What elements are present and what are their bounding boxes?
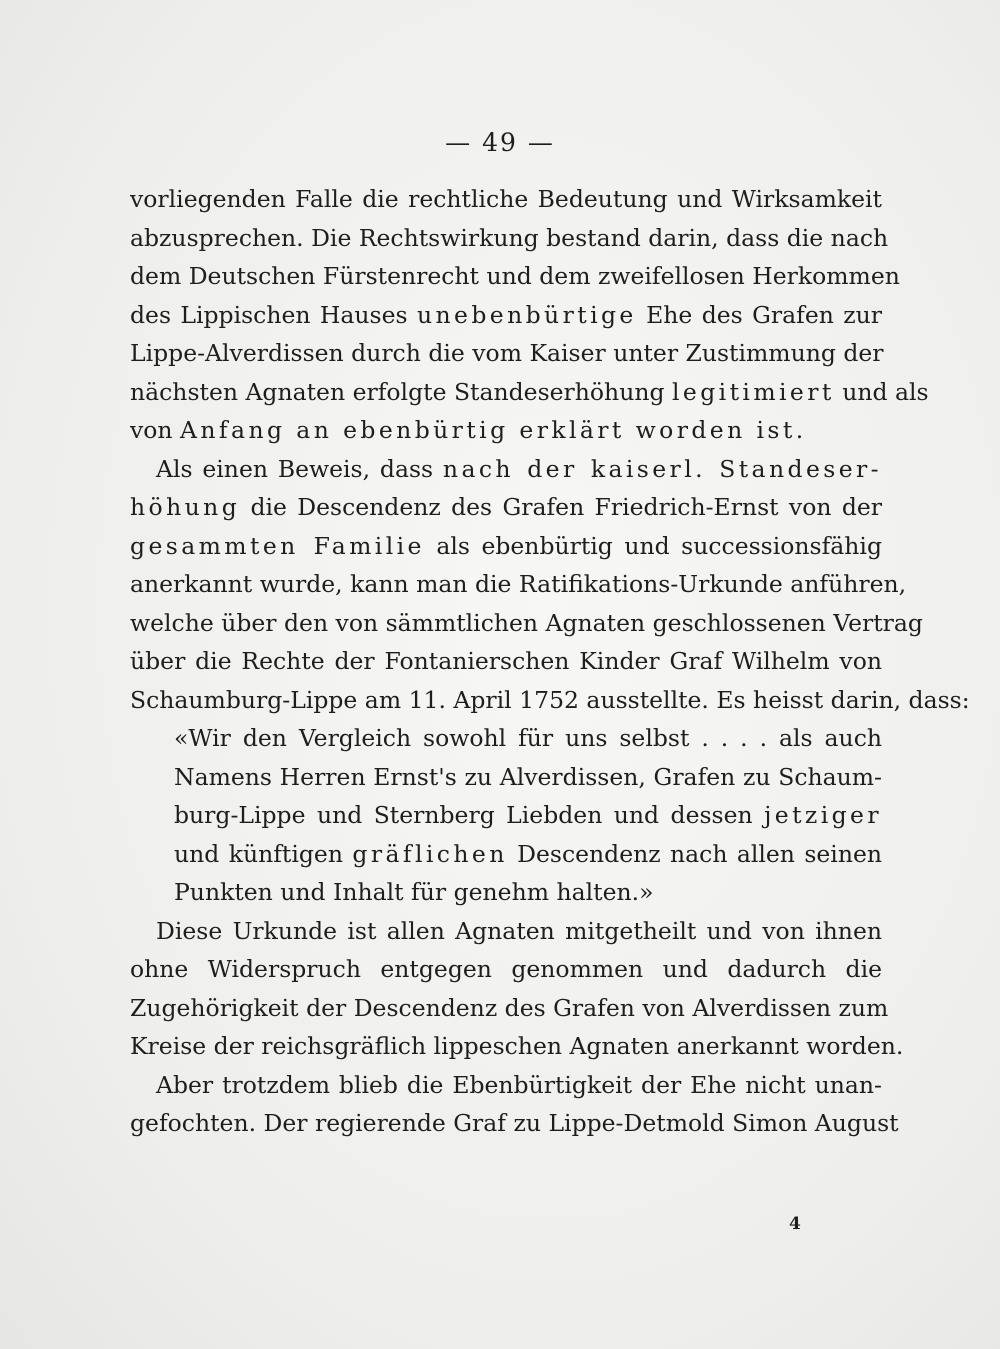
text-run: des Lippischen Hauses bbox=[130, 300, 417, 329]
text-run: Zugehörigkeit der Descendenz des Grafen von Alverdissen zum bbox=[130, 993, 889, 1022]
text-run: anerkannt wurde, kann man die Ratifikations-Urkunde anführen, bbox=[130, 570, 907, 598]
text-line bbox=[130, 604, 923, 643]
text-run: als ebenbürtig und successionsfähig bbox=[424, 531, 882, 560]
paragraph bbox=[130, 180, 929, 450]
text-run: Ehe des Grafen zur bbox=[636, 300, 882, 329]
paragraph bbox=[130, 450, 970, 720]
text-line bbox=[130, 411, 882, 450]
text-run: Schaumburg-Lippe am 11. April 1752 ausstellte. Es heisst darin, dass: bbox=[130, 685, 970, 714]
text-line bbox=[130, 450, 882, 489]
text-line bbox=[130, 835, 882, 874]
paragraph bbox=[130, 719, 882, 912]
text-run: dem Deutschen Fürstenrecht und dem zweifellosen Herkommen bbox=[130, 262, 900, 290]
text-line bbox=[130, 527, 882, 566]
text-line bbox=[130, 796, 882, 835]
text-run: Namens Herren Ernst's zu Alverdissen, Grafen zu Schaum- bbox=[174, 762, 882, 791]
text-line bbox=[130, 719, 882, 758]
text-run: Diese Urkunde ist allen Agnaten mitgetheilt und von ihnen bbox=[156, 916, 882, 945]
spaced-emphasis: gräflichen bbox=[352, 839, 508, 868]
text-run: Lippe-Alverdissen durch die vom Kaiser unter Zustimmung der bbox=[130, 339, 884, 367]
text-line bbox=[130, 488, 882, 527]
text-line bbox=[130, 912, 882, 951]
text-run: Als einen Beweis, dass bbox=[156, 454, 443, 483]
text-run: ohne Widerspruch entgegen genommen und dadurch die bbox=[130, 955, 882, 983]
text-line bbox=[130, 180, 882, 219]
spaced-emphasis: Anfang an ebenbürtig erklärt worden ist. bbox=[180, 416, 807, 444]
text-run: welche über den von sämmtlichen Agnaten geschlossenen Vertrag bbox=[130, 608, 923, 637]
signature-mark: 4 bbox=[789, 1214, 801, 1234]
text-run: Descendenz nach allen seinen bbox=[507, 839, 882, 868]
text-line bbox=[130, 642, 882, 681]
text-line bbox=[130, 334, 882, 373]
text-run: gefochten. Der regierende Graf zu Lippe-Detmold Simon August bbox=[130, 1109, 899, 1137]
text-run: Punkten und Inhalt für genehm halten.» bbox=[174, 878, 654, 906]
spaced-emphasis: legitimiert bbox=[671, 377, 835, 406]
text-run: vorliegenden Falle die rechtliche Bedeutung und Wirksamkeit bbox=[130, 185, 882, 213]
paragraph bbox=[130, 1066, 899, 1143]
spaced-emphasis: unebenbürtige bbox=[416, 300, 637, 329]
text-line bbox=[130, 219, 889, 258]
spaced-emphasis: nach der kaiserl. Standeser- bbox=[442, 454, 882, 483]
text-run: und künftigen bbox=[174, 839, 353, 868]
body-text bbox=[130, 180, 970, 1143]
text-line bbox=[130, 989, 889, 1028]
text-line bbox=[130, 373, 929, 412]
text-run: über die Rechte der Fontanierschen Kinder Graf Wilhelm von bbox=[130, 647, 882, 675]
text-line bbox=[130, 681, 970, 720]
text-line bbox=[130, 257, 900, 296]
text-run: «Wir den Vergleich sowohl für uns selbst . . . . als auch bbox=[174, 724, 882, 752]
spaced-emphasis: jetziger bbox=[764, 801, 882, 829]
text-line bbox=[130, 1104, 899, 1143]
text-run: Kreise der reichsgräflich lippeschen Agnaten anerkannt worden. bbox=[130, 1032, 904, 1060]
text-run: abzusprechen. Die Rechtswirkung bestand darin, dass die nach bbox=[130, 223, 889, 252]
text-line bbox=[130, 296, 882, 335]
spaced-emphasis: höhung bbox=[130, 493, 241, 521]
text-line bbox=[130, 1066, 882, 1105]
text-line bbox=[130, 565, 907, 604]
text-line bbox=[130, 758, 882, 797]
text-run: die Descendenz des Grafen Friedrich-Ernst von der bbox=[240, 493, 882, 521]
text-run: nächsten Agnaten erfolgte Standeserhöhung bbox=[130, 377, 672, 406]
text-run: und als bbox=[834, 377, 929, 406]
text-line bbox=[130, 950, 882, 989]
text-line bbox=[130, 1027, 904, 1066]
spaced-emphasis: gesammten Familie bbox=[130, 531, 425, 560]
text-run: von bbox=[130, 416, 181, 444]
text-line bbox=[130, 873, 882, 912]
text-run: Aber trotzdem blieb die Ebenbürtigkeit der Ehe nicht unan- bbox=[156, 1070, 882, 1099]
page-number: — 49 — bbox=[445, 128, 555, 157]
paragraph bbox=[130, 912, 904, 1066]
text-run: burg-Lippe und Sternberg Liebden und dessen bbox=[174, 801, 765, 829]
